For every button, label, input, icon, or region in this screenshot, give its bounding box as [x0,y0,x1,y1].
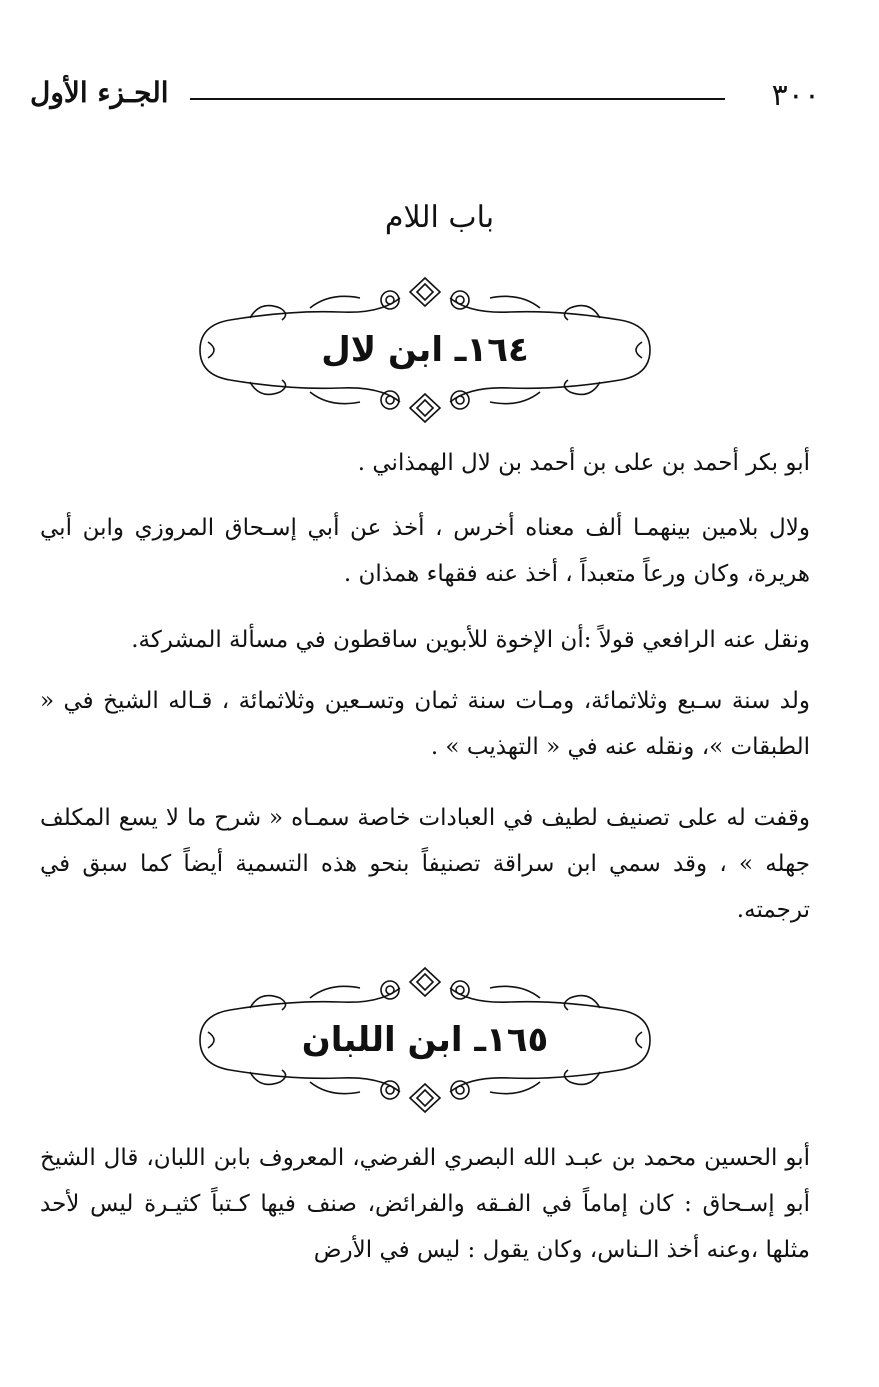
chapter-title: باب اللام [384,200,495,235]
entry-title: ١٦٥ـ ابن اللبان [301,1020,549,1060]
entry-title-frame-165 [190,960,660,1120]
paragraph: ولد سنة سـبع وثلاثمائة، ومـات سنة ثمان وتسـعين وثلاثمائة ، قـاله الشيخ في « الطبقات »، ونقله عنه في « التهذيب » . [40,688,810,760]
page-number: ٣٠٠ [771,78,820,113]
header-rule [190,98,725,100]
entry-title-frame-164 [190,270,660,430]
paragraph: ونقل عنه الرافعي قولاً :أن الإخوة للأبوين ساقطون في مسألة المشركة. [131,627,810,653]
paragraph: أبو بكر أحمد بن على بن أحمد بن لال الهمذاني . [357,450,810,476]
paragraph: ولال بلامين بينهمـا ألف معناه أخرس ، أخذ عن أبي إسـحاق المروزي وابن أبي هريرة، وكان ورعاً متعبداً ، أخذ عنه فقهاء همذان . [40,515,810,587]
part-title: الجـزء الأول [30,76,169,109]
paragraph: وقفت له على تصنيف لطيف في العبادات خاصة سمـاه « شرح ما لا يسع المكلف جهله » ، وقد سمي ابن سراقة تصنيفاً بنحو هذه التسمية أيضاً كما سبق في ترجمته. [40,805,810,923]
running-header [30,70,820,120]
paragraph: أبو الحسين محمد بن عبـد الله البصري الفرضي، المعروف بابن اللبان، قال الشيخ أبو إسـحاق : كان إماماً في الفـقه والفرائض، صنف فيها كـتباً كثيـرة ليس لأحد مثلها ،وعنه أخذ الـناس، وكان يقول : ليس في الأرض [40,1145,810,1263]
entry-title: ١٦٤ـ ابن لال [321,330,529,370]
